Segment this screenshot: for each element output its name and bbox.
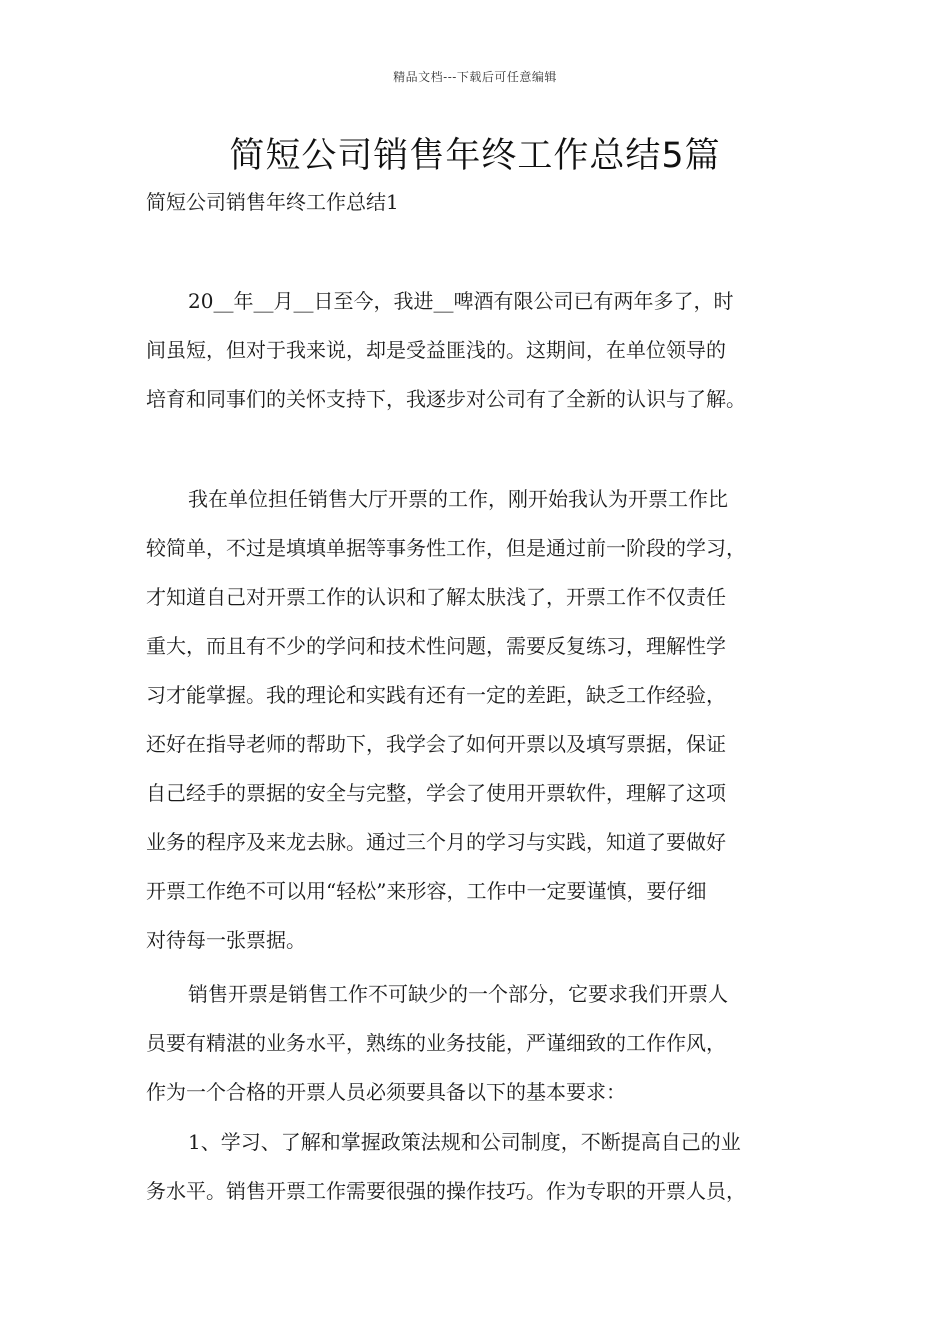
paragraph-line: 培育和同事们的关怀支持下，我逐步对公司有了全新的认识与了解。 bbox=[146, 387, 746, 411]
paragraph-line: 自己经手的票据的安全与完整，学会了使用开票软件，理解了这项 bbox=[146, 781, 726, 805]
paragraph-line: 间虽短，但对于我来说，却是受益匪浅的。这期间，在单位领导的 bbox=[146, 338, 726, 362]
paragraph-1 bbox=[146, 277, 826, 424]
page-title: 简短公司销售年终工作总结5篇 bbox=[229, 136, 721, 176]
paragraph-2 bbox=[146, 475, 826, 965]
paragraph-line: 较简单，不过是填填单据等事务性工作，但是通过前一阶段的学习， bbox=[146, 536, 746, 560]
paragraph-line: 20__年__月__日至今，我进__啤酒有限公司已有两年多了，时 bbox=[188, 289, 734, 313]
paragraph-line: 务水平。销售开票工作需要很强的操作技巧。作为专职的开票人员， bbox=[146, 1179, 746, 1203]
paragraph-line: 员要有精湛的业务水平，熟练的业务技能，严谨细致的工作作风， bbox=[146, 1031, 726, 1055]
paragraph-line: 才知道自己对开票工作的认识和了解太肤浅了，开票工作不仅责任 bbox=[146, 585, 726, 609]
paragraph-line: 对待每一张票据。 bbox=[146, 928, 306, 952]
paragraph-line: 重大，而且有不少的学问和技术性问题，需要反复练习，理解性学 bbox=[146, 634, 726, 658]
paragraph-line: 销售开票是销售工作不可缺少的一个部分，它要求我们开票人 bbox=[188, 982, 728, 1006]
paragraph-line: 作为一个合格的开票人员必须要具备以下的基本要求： bbox=[146, 1080, 626, 1104]
paragraph-line: 我在单位担任销售大厅开票的工作，刚开始我认为开票工作比 bbox=[188, 487, 728, 511]
paragraph-4 bbox=[146, 1118, 826, 1216]
header-note: 精品文档---下载后可任意编辑 bbox=[393, 70, 557, 84]
paragraph-line: 业务的程序及来龙去脉。通过三个月的学习与实践，知道了要做好 bbox=[146, 830, 726, 854]
paragraph-line: 1、学习、了解和掌握政策法规和公司制度，不断提高自己的业 bbox=[188, 1130, 741, 1154]
paragraph-line: 还好在指导老师的帮助下，我学会了如何开票以及填写票据，保证 bbox=[146, 732, 726, 756]
section-subtitle: 简短公司销售年终工作总结1 bbox=[146, 190, 399, 214]
paragraph-line: 开票工作绝不可以用“轻松”来形容，工作中一定要谨慎，要仔细 bbox=[146, 879, 707, 903]
paragraph-line: 习才能掌握。我的理论和实践有还有一定的差距，缺乏工作经验， bbox=[146, 683, 726, 707]
paragraph-3 bbox=[146, 970, 826, 1117]
